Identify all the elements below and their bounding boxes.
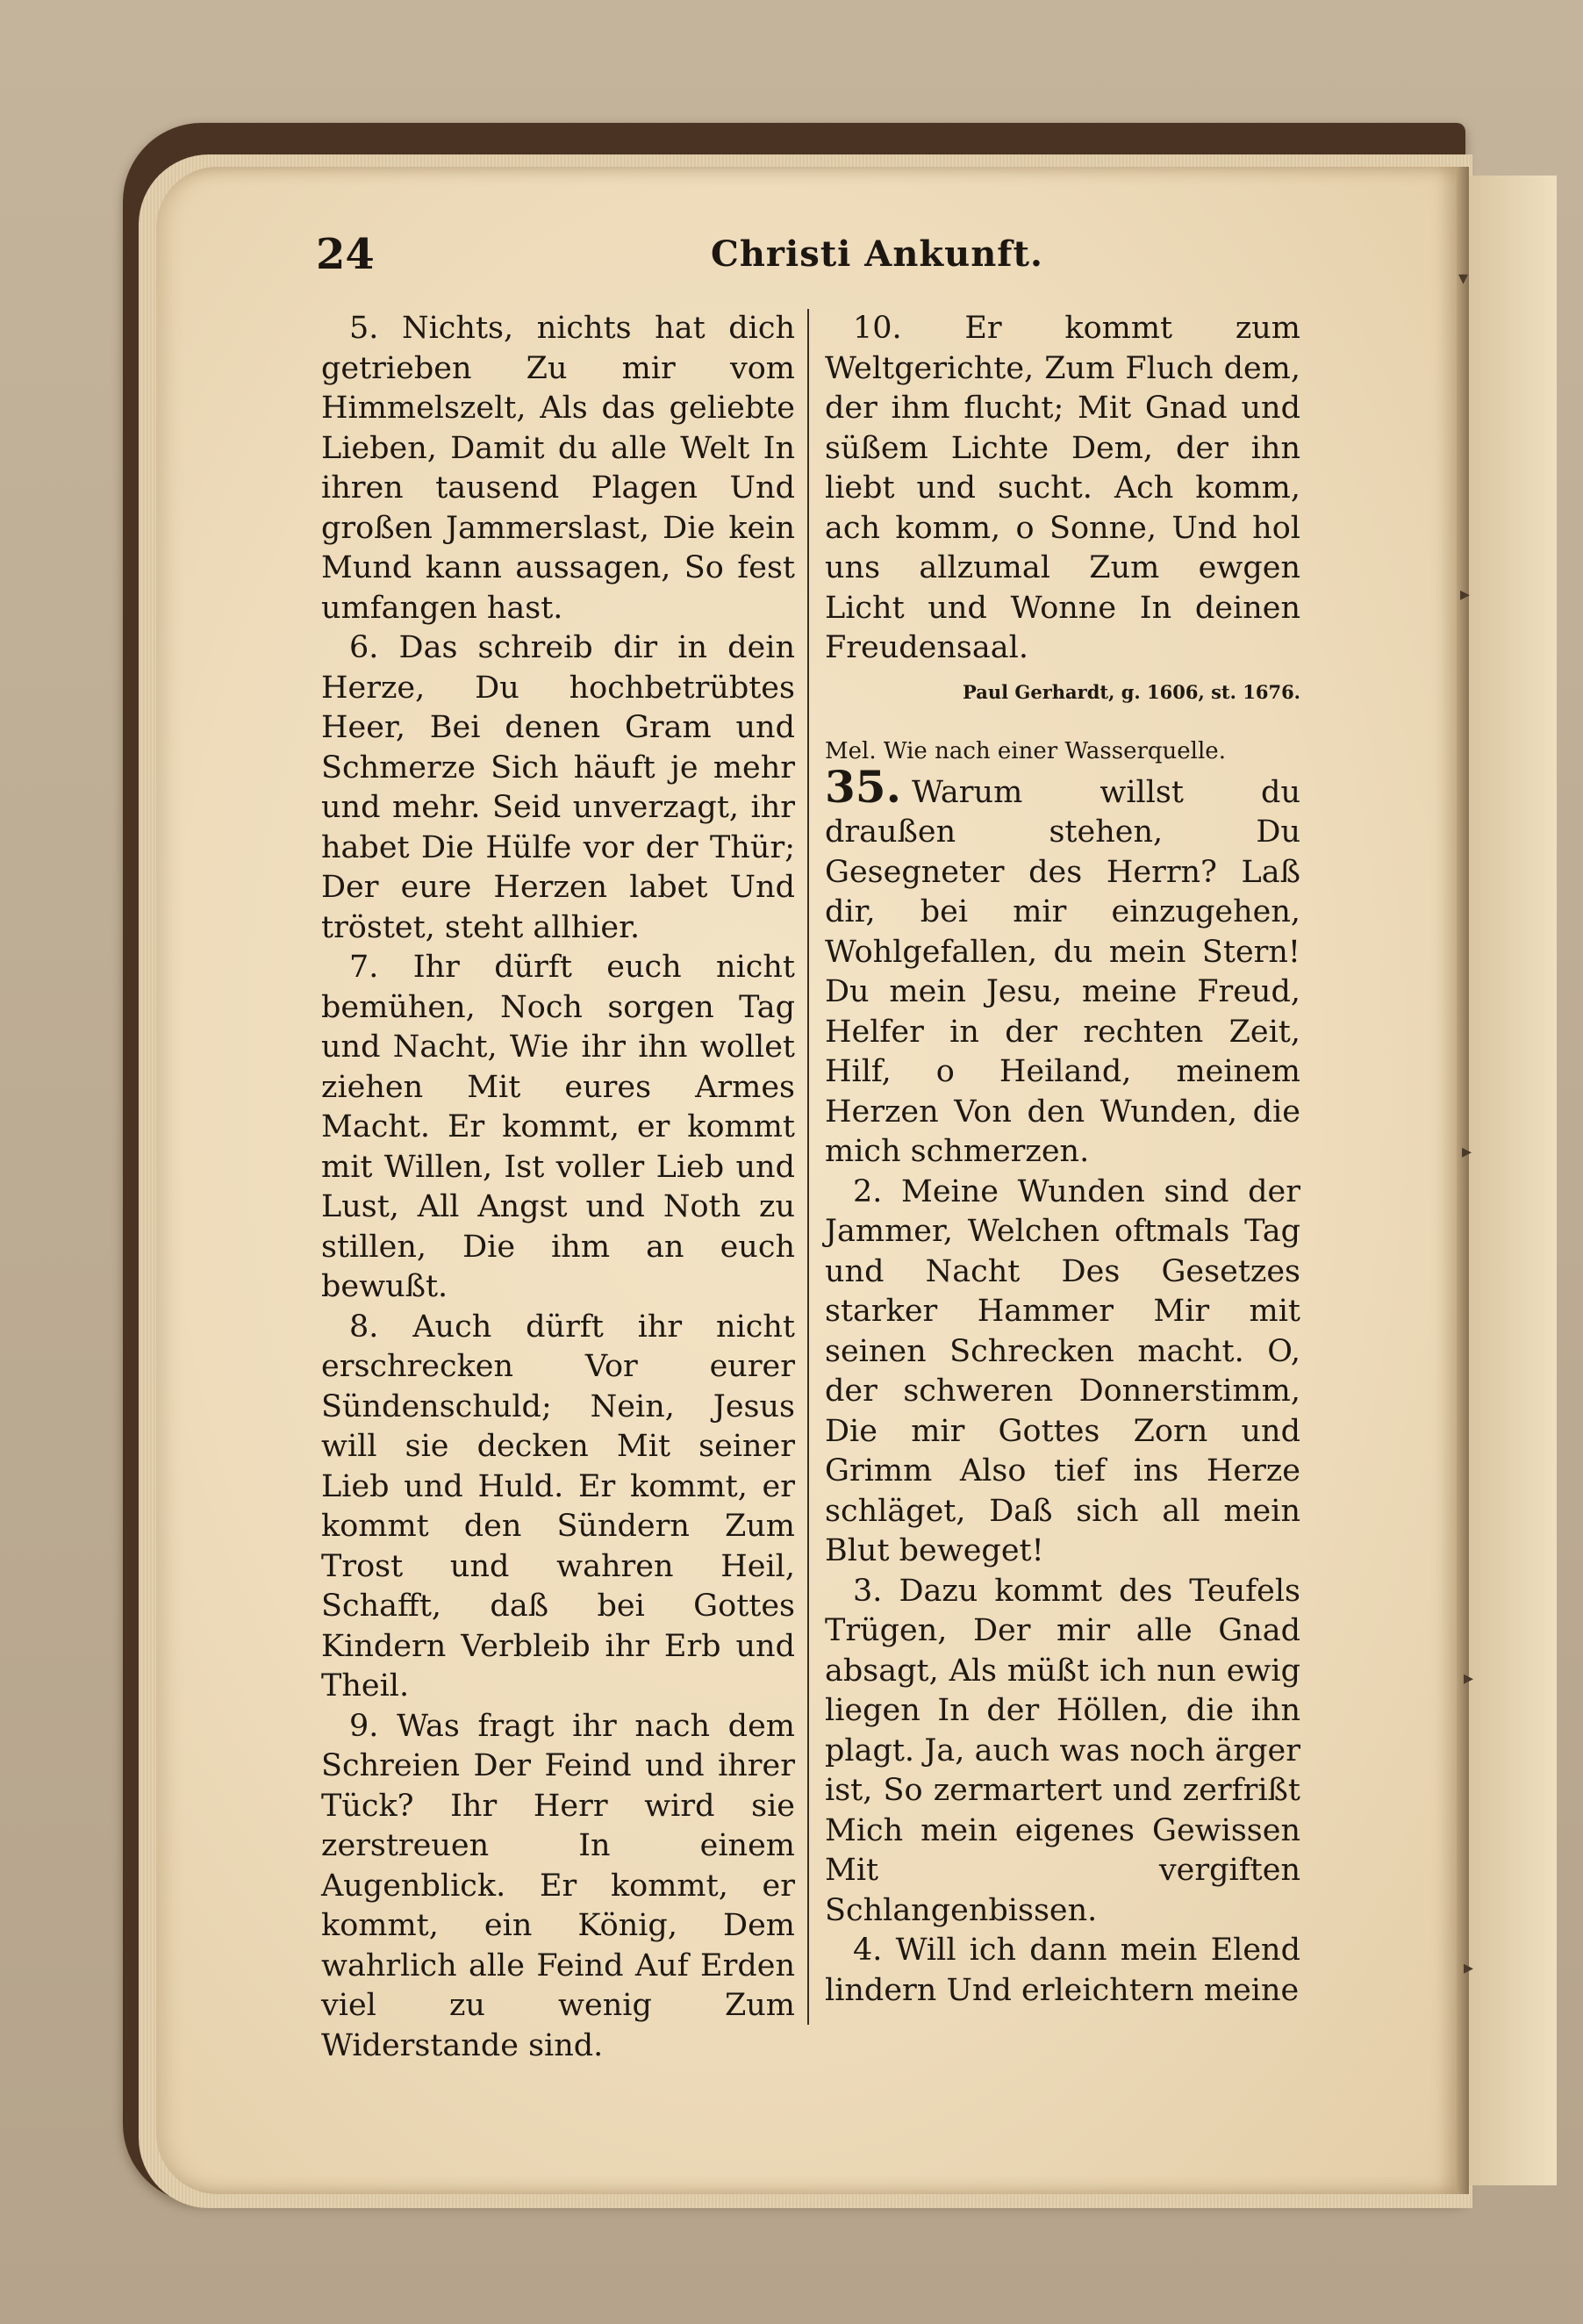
hymn-verse-1-text: willst du draußen stehen, Du Gesegneter des Herrn? Laß dir, bei mir einzugehen, Wohlgefallen, du mein Stern! Du mein Jesu, meine Freud, Helfer in der rechten Zeit, Hilf, o Heiland, meinem Herzen Von den Wunden, die mich schmerzen. [825, 774, 1300, 1169]
hymn-35-verse-1 [825, 760, 1300, 1173]
column-divider [807, 309, 809, 2025]
verse-10: 10. Er kommt zum Weltgerichte, Zum Fluch dem, der ihm flucht; Mit Gnad und süßem Lichte Dem, der ihn liebt und sucht. Ach komm, ach komm, o Sonne, Und hol uns allzumal Zum ewgen Licht und Wonne In deinen Freudensaal. [825, 311, 1300, 665]
facing-page-mark: ▸ [1462, 1141, 1472, 1163]
verse-5: 5. Nichts, nichts hat dich getrieben Zu mir vom Himmelszelt, Als das geliebte Lieben, Damit du alle Welt In ihren tausend Plagen Und großen Jammerslast, Die kein Mund kann aussagen, So fest umfangen hast. [321, 311, 795, 626]
verse-7: 7. Ihr dürft euch nicht bemühen, Noch sorgen Tag und Nacht, Wie ihr ihn wollet ziehen Mit eures Armes Macht. Er kommt, er kommt mit Willen, Ist voller Lieb und Lust, All Angst und Noth zu stillen, Die ihm an euch bewußt. [321, 950, 795, 1304]
facing-page-mark: ▸ [1460, 584, 1471, 606]
running-title: Christi Ankunft. [711, 233, 1043, 275]
left-column [321, 309, 795, 2066]
book-gutter [1457, 167, 1469, 2194]
hymn-35-verse-3: 3. Dazu kommt des Teufels Trügen, Der mir alle Gnad absagt, Als müßt ich nun ewig liegen In der Höllen, die ihn plagt. Ja, auch was noch ärger ist, So zermartert und zerfrißt Mich mein eigenes Gewissen Mit vergiften Schlangenbissen. [825, 1573, 1300, 1928]
facing-page-mark: ▾ [1458, 268, 1469, 290]
page-number: 24 [316, 230, 375, 279]
author-attribution: Paul Gerhardt, g. 1606, st. 1676. [963, 680, 1300, 703]
verse-9: 9. Was fragt ihr nach dem Schreien Der Feind und ihrer Tück? Ihr Herr wird sie zerstreuen In einem Augenblick. Er kommt, er kommt, ein König, Dem wahrlich alle Feind Auf Erden viel zu wenig Zum Widerstande sind. [321, 1708, 795, 2063]
hymn-first-word: Warum [912, 774, 1023, 810]
facing-page-mark: ▸ [1464, 1957, 1474, 1979]
right-column [825, 309, 1300, 2011]
facing-page-edge [1469, 176, 1557, 2185]
melody-line: Mel. Wie nach einer Wasserquelle. [825, 737, 1226, 764]
hymn-35-verse-2: 2. Meine Wunden sind der Jammer, Welchen oftmals Tag und Nacht Des Gesetzes starker Hammer Mir mit seinen Schrecken macht. O, der schweren Donnerstimm, Die mir Gottes Zorn und Grimm Also tief ins Herze schläget, Daß sich all mein Blut beweget! [825, 1173, 1300, 1568]
facing-page-mark: ▸ [1464, 1668, 1474, 1689]
verse-6: 6. Das schreib dir in dein Herze, Du hochbetrübtes Heer, Bei denen Gram und Schmerze Sich häuft je mehr und mehr. Seid unverzagt, ihr habet Die Hülfe vor der Thür; Der eure Herzen labet Und tröstet, steht allhier. [321, 630, 795, 945]
verse-8: 8. Auch dürft ihr nicht erschrecken Vor eurer Sündenschuld; Nein, Jesus will sie decken Mit seiner Lieb und Huld. Er kommt, er kommt den Sündern Zum Trost und wahren Heil, Schafft, daß bei Gottes Kindern Verbleib ihr Erb und Theil. [321, 1309, 795, 1704]
page-header [316, 230, 1307, 283]
hymn-number: 35. [825, 760, 901, 813]
hymn-35-verse-4: 4. Will ich dann mein Elend lindern Und erleichtern meine [825, 1933, 1300, 2008]
